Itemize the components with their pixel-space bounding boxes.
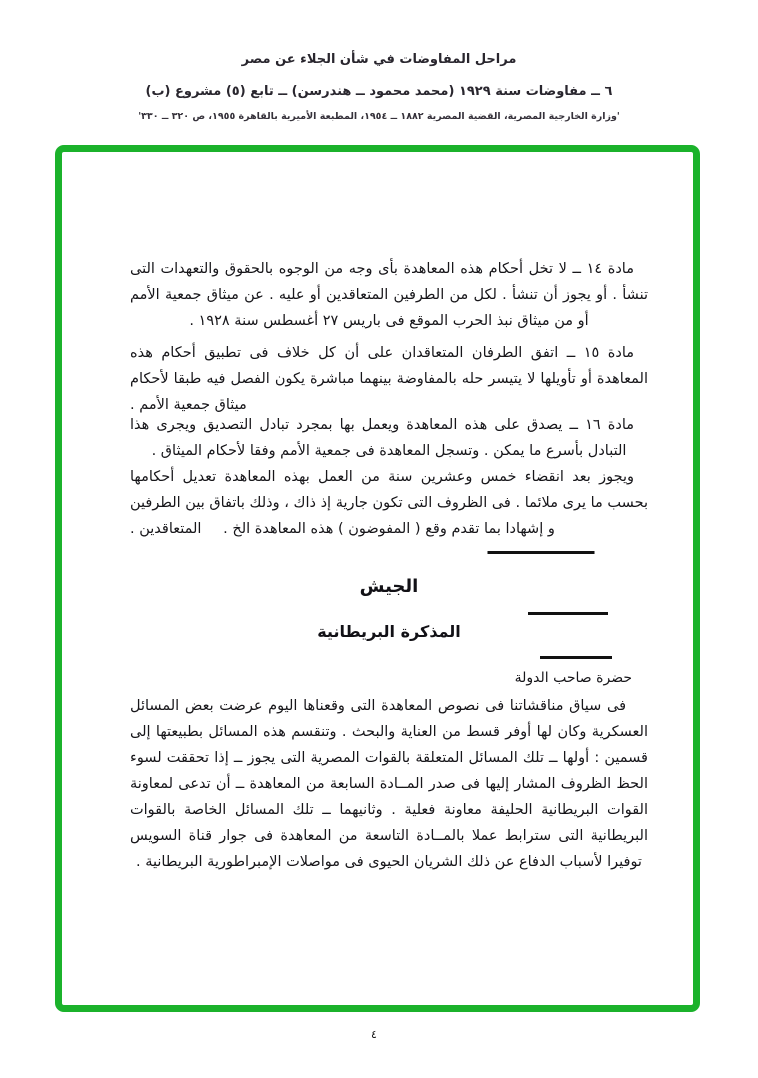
header-source-citation: 'وزارة الخارجية المصرية، القضية المصرية ١٨٨٢ ــ ١٩٥٤، المطبعة الأميرية بالقاهرة ١٩٥٥، ص ٣٢٠ ــ ٣٣٠' [138, 111, 620, 122]
memo-paragraph: فى سياق مناقشاتنا فى نصوص المعاهدة التى وقعناها اليوم عرضت بعض المسائل العسكرية وكان لها أوفر قسط من العناية والبحث . وتنقسم هذه المسائل بطبيعتها إلى قسمين : أولها ــ تلك المسائل المتعلقة بالقوات المصرية التى يجوز ــ إذا تحققت لسوء الحظ الظروف المشار إليها فى صدر المــادة السابعة من المعاهدة ــ أن تدعى لمعاونة القوات البريطانية الحليفة معاونة فعلية . وثانيهما ــ تلك المسائل الخاصة بالقوات البريطانية التى سترابط عملا بالمــادة التاسعة من المعاهدة فى جوار قناة السويس توفيرا لأسباب الدفاع عن ذلك الشريان الحيوى فى مواصلات الإمبراطورية البريطانية . [130, 698, 648, 870]
section-divider [488, 551, 595, 554]
page-number: ٤ [371, 1028, 377, 1041]
heading-underline [540, 656, 612, 659]
header-title: مراحل المفاوضات في شأن الجلاء عن مصر [241, 52, 517, 67]
witness-line: و إشهادا بما تقدم وقع ( المفوضون ) هذه المعاهدة الخ . [223, 521, 555, 537]
amendment-clause-paragraph: ويجوز بعد انقضاء خمس وعشرين سنة من العمل بهذه المعاهدة تعديل أحكامها بحسب ما يرى ملائما . فى الظروف التى تكون جارية إذ ذاك ، وذلك باتفاق بين الطرفين المتعاقدين . [130, 469, 648, 537]
section-heading-army: الجيش [359, 576, 419, 597]
heading-underline [528, 612, 608, 615]
document-text-block [130, 0, 648, 1078]
article-15-paragraph: مادة ١٥ ــ اتفق الطرفان المتعاقدان على أن كل خلاف فى تطبيق أحكام هذه المعاهدة أو تأويلها لا يتيسر حله بالمفاوضة بينهما مباشرة يكون الفصل فيه طبقا لأحكام ميثاق جمعية الأمم . [130, 345, 648, 413]
header-subtitle: ٦ ــ مفاوضات سنة ١٩٢٩ (محمد محمود ــ هندرسن) ــ تابع (٥) مشروع (ب) [145, 84, 613, 99]
article-14-paragraph: مادة ١٤ ــ لا تخل أحكام هذه المعاهدة بأى وجه من الوجوه بالحقوق والتعهدات التى تنشأ . أو يجوز أن تنشأ . لكل من الطرفين المتعاقدين أو عليه . عن ميثاق جمعية الأمم أو من ميثاق نبذ الحرب الموقع فى باريس ٢٧ أغسطس سنة ١٩٢٨ . [130, 261, 648, 329]
article-16-paragraph: مادة ١٦ ــ يصدق على هذه المعاهدة ويعمل بها بمجرد تبادل التصديق ويجرى هذا التبادل بأسرع ما يمكن . وتسجل المعاهدة فى جمعية الأمم وفقا لأحكام الميثاق . [130, 417, 634, 459]
salutation: حضرة صاحب الدولة [514, 670, 632, 686]
section-heading-british-memo: المذكرة البريطانية [317, 622, 461, 641]
